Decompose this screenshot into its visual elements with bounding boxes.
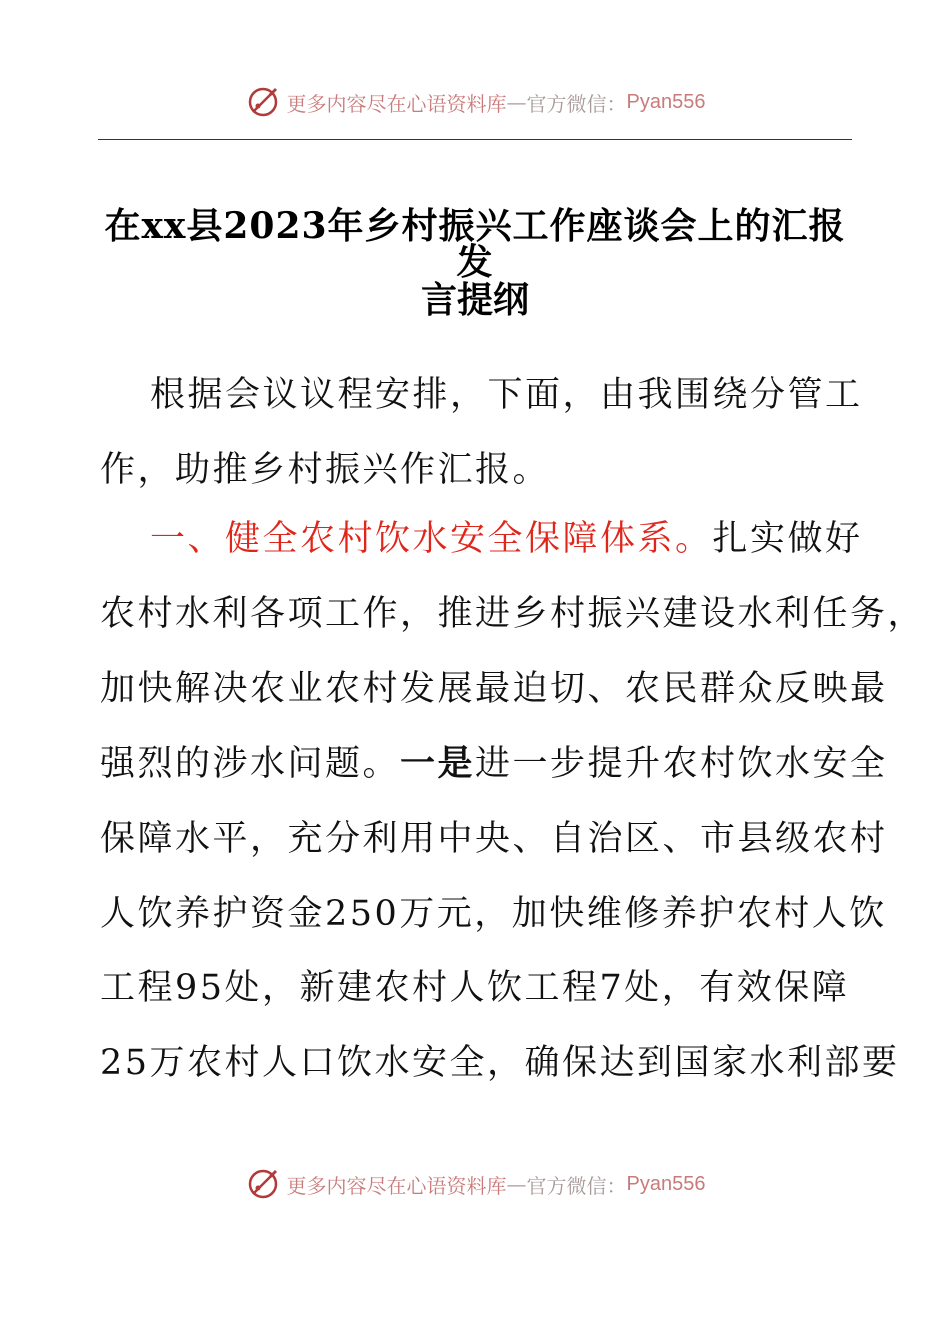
header-watermark-dash: —	[506, 90, 527, 114]
section-heading: 一、健全农村饮水安全保障体系。	[150, 519, 713, 559]
body-line	[100, 744, 888, 784]
pen-logo-icon	[245, 1166, 281, 1202]
header-wechat-id: Pyan556	[626, 90, 706, 113]
body-line	[150, 519, 863, 559]
page-footer-watermark	[0, 1164, 950, 1204]
header-watermark-text: 更多内容尽在心语资料库	[286, 91, 507, 116]
body-line: 工程95处，新建农村人饮工程7处，有效保障	[100, 968, 850, 1008]
pen-logo-icon	[245, 84, 281, 120]
footer-wechat-id: Pyan556	[626, 1172, 706, 1195]
footer-watermark-text: 更多内容尽在心语资料库	[286, 1173, 507, 1198]
body-text-span: 进一步提升农村饮水安全	[475, 744, 888, 784]
footer-official-label: 官方微信：	[526, 1173, 627, 1198]
page-header-watermark	[0, 82, 950, 122]
body-line: 25万农村人口饮水安全，确保达到国家水利部要	[100, 1043, 900, 1083]
header-divider	[98, 139, 852, 140]
body-text-span: 强烈的涉水问题。	[100, 744, 401, 784]
body-line: 作，助推乡村振兴作汇报。	[100, 450, 551, 490]
footer-watermark-dash: —	[506, 1172, 527, 1196]
header-official-label: 官方微信：	[526, 91, 627, 116]
document-title-line-2: 言提纲	[420, 279, 529, 321]
body-line: 保障水平，充分利用中央、自治区、市县级农村	[100, 819, 888, 859]
body-text-span: 扎实做好	[712, 519, 863, 559]
document-title-line-1: 在xx县2023年乡村振兴工作座谈会上的汇报发	[104, 205, 846, 283]
body-line: 农村水利各项工作，推进乡村振兴建设水利任务，	[100, 594, 926, 634]
body-line: 根据会议议程安排，下面，由我围绕分管工	[150, 375, 863, 415]
body-line: 人饮养护资金250万元，加快维修养护农村人饮	[100, 894, 887, 934]
body-line: 加快解决农业农村发展最迫切、农民群众反映最	[100, 669, 888, 709]
bold-marker: 一是	[400, 743, 476, 784]
